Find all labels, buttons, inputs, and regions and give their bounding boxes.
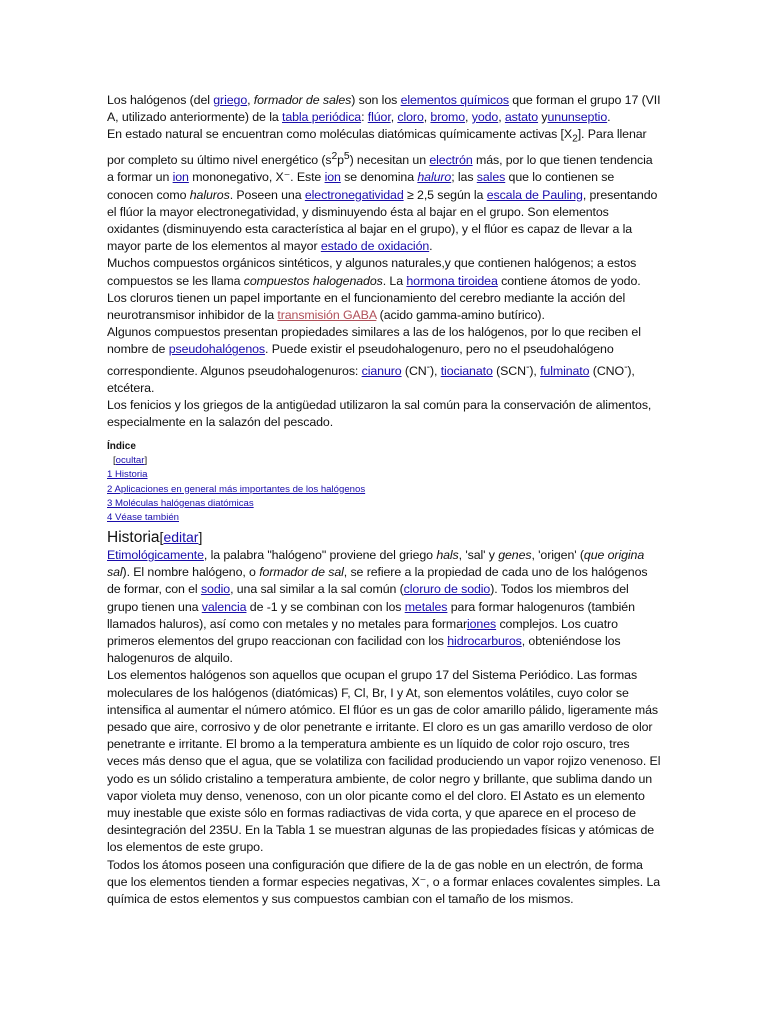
text: . Poseen una	[229, 187, 305, 202]
link-hormona-tiroidea[interactable]: hormona tiroidea	[406, 273, 498, 288]
link-ion-2[interactable]: ion	[324, 170, 341, 185]
italic-text: formador de sal	[259, 565, 344, 580]
text: que lo contienen se conocen como	[107, 170, 615, 202]
text: y	[538, 110, 548, 125]
text: ), etcétera.	[107, 363, 635, 395]
intro-paragraph-1	[107, 92, 662, 126]
italic-text: que origina sal	[107, 548, 645, 580]
text: Algunos compuestos presentan propiedades similares a las de los halógenos, por lo que reciben el nombre de	[107, 325, 641, 357]
intro-paragraph-5: Los fenicios y los griegos de la antigüedad utilizaron la sal común para la conservación de alimentos, especialmente en la salazón del pescado.	[107, 398, 652, 430]
toc-item-vease-tambien[interactable]: 4 Véase también	[107, 512, 179, 524]
bracket: [	[159, 529, 164, 545]
intro-paragraph-3	[107, 255, 662, 324]
heading-text: Historia	[107, 529, 160, 546]
link-bromo[interactable]: bromo	[430, 110, 466, 125]
link-astato[interactable]: astato	[504, 110, 539, 125]
text: ),	[529, 363, 541, 378]
link-hidrocarburos[interactable]: hidrocarburos	[447, 634, 522, 649]
italic-text: hals	[436, 548, 459, 562]
link-sales[interactable]: sales	[476, 170, 506, 185]
subscript: 2	[572, 133, 578, 145]
text: ,	[465, 110, 472, 125]
intro-paragraph-4	[107, 324, 662, 397]
historia-paragraph-3: Todos los átomos poseen una configuración que difiere de la de gas noble en un electrón, de forma que los elementos tienden a formar especies negativas, X⁻, o a formar enlaces covalentes simples. La química de estos elementos y sus compuestos cambian con el tamaño de los mismos.	[107, 857, 661, 907]
text: Los halógenos (del	[107, 93, 214, 107]
link-fulminato[interactable]: fulminato	[540, 363, 590, 378]
link-haluro[interactable]: haluro	[417, 170, 452, 185]
link-griego[interactable]: griego	[213, 93, 248, 107]
link-elementos-quimicos[interactable]: elementos químicos	[400, 93, 509, 107]
edit-section	[160, 529, 203, 545]
text: p	[337, 153, 344, 168]
bracket: [	[113, 455, 116, 467]
text: . La	[382, 273, 407, 288]
bracket: ]	[144, 455, 148, 467]
link-etimologicamente[interactable]: Etimológicamente	[107, 548, 204, 562]
text: ,	[498, 110, 505, 125]
text: ). El nombre halógeno, o	[122, 565, 260, 580]
toc-list	[107, 468, 507, 525]
text: ) son los	[351, 93, 401, 107]
superscript: -	[426, 361, 430, 373]
toc-title: Índice	[107, 441, 136, 452]
bracket: ]	[198, 529, 203, 545]
toc-toggle	[113, 454, 507, 468]
text: se denomina	[340, 170, 418, 185]
italic-text: genes	[498, 548, 532, 562]
text: ) necesitan un	[349, 153, 430, 168]
text: , obteniéndose los halogenuros de alquilo.	[107, 634, 621, 666]
table-of-contents	[107, 440, 507, 525]
link-escala-de-pauling[interactable]: escala de Pauling	[486, 187, 583, 202]
superscript: -	[624, 361, 628, 373]
text: , presentando el flúor la mayor electronegatividad, y disminuyendo ésta al bajar en el grupo. Son elementos oxidantes (disminuyendo esta característica al bajar en el grupo), y el flúor es capaz de llevar a la mayor parte de los elementos al mayor	[107, 187, 658, 254]
text: ,	[390, 110, 398, 125]
toc-item-moleculas[interactable]: 3 Moléculas halógenas diatómicas	[107, 497, 254, 509]
link-transmision-gaba[interactable]: transmisión GABA	[277, 308, 377, 323]
link-cianuro[interactable]: cianuro	[361, 363, 402, 378]
text: (SCN	[492, 363, 526, 378]
intro-paragraph-2	[107, 126, 662, 255]
text: ; las	[451, 170, 477, 185]
text: (CNO	[589, 363, 625, 378]
text: (CN	[401, 363, 427, 378]
text: ,	[423, 110, 431, 125]
link-estado-de-oxidacion[interactable]: estado de oxidación	[320, 239, 430, 254]
text: mononegativo, X⁻. Este	[188, 170, 325, 185]
toc-item-historia[interactable]: 1 Historia	[107, 469, 148, 481]
text: .	[429, 239, 433, 254]
link-cloro[interactable]: cloro	[397, 110, 424, 125]
link-ununseptio[interactable]: ununseptio	[547, 110, 608, 125]
section-heading-historia	[107, 527, 202, 548]
text: complejos. Los cuatro primeros elementos del grupo reaccionan con facilidad con los	[107, 616, 618, 649]
historia-paragraph-1	[107, 547, 662, 667]
text: más, por lo que tienen tendencia a formar un	[107, 153, 653, 185]
link-pseudohalogenos[interactable]: pseudohalógenos	[168, 342, 266, 357]
text: de -1 y se combinan con los	[246, 599, 405, 614]
text: En estado natural se encuentran como moléculas diatómicas químicamente activas [X	[107, 127, 573, 142]
link-electronegatividad[interactable]: electronegatividad	[304, 187, 404, 202]
text: ≥ 2,5 según la	[403, 187, 487, 202]
link-ion[interactable]: ion	[172, 170, 189, 185]
text: , la palabra "halógeno" proviene del griego	[203, 548, 437, 562]
text: , 'origen' (	[531, 548, 584, 562]
text: , 'sal' y	[458, 548, 499, 562]
link-electron[interactable]: electrón	[429, 153, 473, 168]
historia-paragraph-2: Los elementos halógenos son aquellos que ocupan el grupo 17 del Sistema Periódico. Las formas moleculares de los halógenos (diatómicas) F, Cl, Br, I y At, son elementos volátiles, cuyo color se intensifica al aumentar el número atómico. El flúor es un gas de color amarillo pálido, ligeramente más pesado que aire, corrosivo y de olor penetrante e irritante. El cloro es un gas amarillo verdoso de olor penetrante e irritante. El bromo a la temperatura ambiente es un líquido de color rojo oscuro, tres veces más denso que el agua, que se volatiliza con facilidad produciendo un vapor rojizo venenoso. El yodo es un sólido cristalino a temperatura ambiente, de color negro y brillante, que sublima dando un vapor violeta muy denso, venenoso, con un olor picante como el del cloro. El Astato es un elemento muy inestable que existe sólo en formas radiactivas de vida corta, y que aparece en el proceso de desintegración del 235U. En la Tabla 1 se muestran algunas de las propiedades físicas y atómicas de los elementos de este grupo.	[107, 668, 661, 855]
italic-text: formador de sales	[253, 93, 352, 107]
toc-hide-link[interactable]: ocultar	[115, 455, 145, 467]
link-metales[interactable]: metales	[404, 599, 448, 614]
text: ,	[247, 93, 254, 107]
text: . Puede existir el pseudohalogenuro, pero no el pseudohalógeno correspondiente. Algunos pseudohalogenuros:	[107, 342, 614, 378]
text: , se refiere a la propiedad de cada uno de los halógenos de formar, con el	[107, 565, 648, 597]
text: contiene átomos de yodo. Los cloruros tienen un papel importante en el funcionamiento del cerebro mediante la acción del neurotransmisor inhibidor de la	[107, 273, 641, 323]
text: :	[361, 110, 368, 125]
text: que forman el grupo 17 (VII A, utilizado anteriormente) de la	[107, 93, 661, 125]
link-iones[interactable]: iones	[466, 616, 497, 631]
edit-link[interactable]: editar	[163, 529, 199, 545]
text: ). Todos los miembros del grupo tienen una	[107, 582, 629, 614]
italic-text: compuestos halogenados	[243, 273, 383, 288]
intro-section	[107, 92, 662, 432]
text: ),	[430, 363, 441, 378]
link-yodo[interactable]: yodo	[471, 110, 499, 125]
superscript: 2	[331, 151, 338, 163]
text: Muchos compuestos orgánicos sintéticos, y algunos naturales,y que contienen halógenos; a estos compuestos se les llama	[107, 256, 637, 288]
historia-section	[107, 547, 662, 908]
text: ]. Para llenar por completo su último nivel energético (s	[107, 127, 647, 168]
link-tabla-periodica[interactable]: tabla periódica	[281, 110, 362, 125]
link-cloruro-de-sodio[interactable]: cloruro de sodio	[403, 582, 491, 597]
link-fluor[interactable]: flúor	[367, 110, 391, 125]
text: para formar halogenuros (también llamados haluros), así como con metales y no metales para formar	[107, 599, 635, 631]
link-valencia[interactable]: valencia	[201, 599, 247, 614]
link-tiocianato[interactable]: tiocianato	[440, 363, 493, 378]
text: .	[607, 110, 611, 125]
toc-item-aplicaciones[interactable]: 2 Aplicaciones en general más importantes de los halógenos	[107, 483, 366, 495]
superscript: -	[526, 361, 530, 373]
text: (acido gamma-amino butírico).	[376, 308, 545, 323]
italic-text: haluros	[189, 187, 230, 202]
text: , una sal similar a la sal común (	[230, 582, 404, 597]
superscript: 5	[343, 151, 350, 163]
link-sodio[interactable]: sodio	[200, 582, 231, 597]
